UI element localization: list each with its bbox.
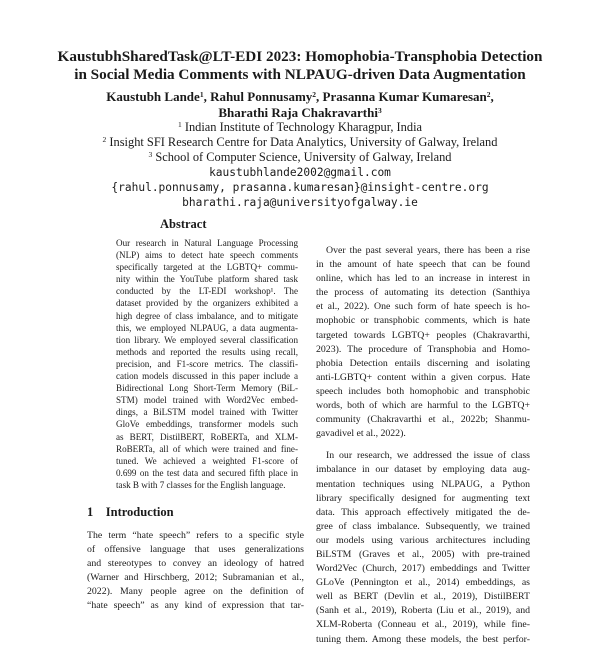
text-line: GloVe embeddings, transformer models such (116, 419, 298, 430)
text-line: Our research in Natural Language Processing (116, 238, 298, 248)
section-number: 1 (87, 505, 94, 519)
affiliation (40, 135, 560, 149)
affiliation-marker: 3 (148, 150, 153, 159)
text-line: anti-LGBTQ+ content within a given corpus. Hate (316, 371, 530, 383)
paper-title-line-1: KaustubhSharedTask@LT-EDI 2023: Homophobia-Transphobia Detection (57, 48, 543, 65)
text-line: words, both of which are harmful to the LGBTQ+ (316, 400, 530, 412)
author-affiliation-marker: 2 (312, 90, 317, 99)
email-address: kaustubhlande2002@gmail.com (209, 166, 391, 179)
introduction-body (87, 529, 304, 614)
abstract-heading: Abstract (160, 217, 207, 231)
text-line: dataset provided by the organizers exhibited a (116, 298, 298, 309)
text-line: Word2Vec (Church, 2017) embeddings and Twitter (316, 563, 530, 575)
text-line: dings, a BiLSTM model trained with Twitter (116, 407, 298, 418)
text-line: mentation techniques using NLPAUG, a Python (316, 478, 530, 490)
affiliation-marker: 1 (177, 120, 182, 129)
text-line: et al., 2022). One such form of hate speech is ho- (316, 301, 530, 313)
author-affiliation-marker: 1 (199, 90, 204, 99)
text-line: “hate speech” as any kind of expression that tar- (87, 600, 304, 612)
text-line: well as BERT (Devlin et al., 2019), DistilBERT (316, 591, 530, 603)
author-name: Prasanna Kumar Kumaresan (322, 89, 487, 104)
affiliation-text: School of Computer Science, University of Galway, Ireland (155, 150, 452, 164)
text-line: of offensive language that uses generalizations (87, 544, 304, 556)
text-line: community (Chakravarthi et al., 2022b; Shanmu- (316, 414, 530, 426)
affiliation-text: Indian Institute of Technology Kharagpur, India (184, 120, 423, 134)
text-line: methods and reported the results using recall, (116, 346, 298, 357)
text-line: imbalance in our dataset by employing data aug- (316, 464, 530, 476)
text-line: (Warner and Hirschberg, 2012; Subramanian et al., (87, 572, 304, 584)
text-line: and stereotypes to convey an ideology of hatred (87, 558, 304, 570)
affiliation (40, 120, 560, 134)
paper-title-line-2: in Social Media Comments with NLPAUG-driven Data Augmentation (74, 66, 526, 83)
text-line: high degree of class imbalance, and to mitigate (116, 310, 298, 321)
paragraph-1 (316, 244, 530, 441)
email-address: bharathi.raja@universityofgalway.ie (182, 196, 418, 209)
text-line: our models using various architectures including (316, 534, 530, 546)
text-line: The term “hate speech” refers to a specific style (87, 530, 304, 541)
text-line: mophobic or transphobic comments, which is hate (316, 315, 530, 327)
text-line: specifically targeted at the LGBTQ+ commu- (116, 262, 298, 273)
text-line: precision, and F1-score metrics. The classifi- (116, 358, 298, 369)
text-line: in the amount of hate speech that can be found (316, 259, 530, 271)
section-title: Introduction (105, 505, 174, 519)
text-line: task B with 7 classes for the English language. (116, 479, 286, 490)
text-line: STM) model trained with Word2Vec embed- (116, 395, 298, 406)
text-line: 2022). Many people agree on the definition of (87, 586, 304, 598)
text-line: Bidirectional Long Short-Term Memory (BiL- (116, 383, 298, 394)
text-line: as BERT, DistilBERT, RoBERTa, and XLM- (116, 431, 298, 442)
text-line: BiLSTM (Graves et al., 2005) with pre-trained (316, 548, 530, 560)
text-line: tuning them. Among these models, the best perfor- (316, 633, 530, 645)
email-address: {rahul.ponnusamy, prasanna.kumaresan}@insight-centre.org (111, 181, 489, 194)
author-name: Rahul Ponnusamy (210, 89, 313, 104)
text-line: conducted by the LT-EDI workshop¹. The (116, 286, 298, 297)
text-line: data. This approach effectively mitigated the de- (316, 506, 530, 518)
text-line: library specifically designed for augmenting text (316, 492, 530, 504)
text-line: (Sanh et al., 2019), Roberta (Liu et al., 2019), and (316, 605, 530, 617)
text-line: tion library. We employed several classification (116, 334, 298, 345)
affiliation-text: Insight SFI Research Centre for Data Analytics, University of Galway, Ireland (109, 135, 498, 149)
author-affiliation-marker: 3 (377, 106, 382, 115)
text-line: phobia Detection entails discerning and isolating (316, 357, 530, 369)
author-name: Kaustubh Lande (106, 89, 200, 104)
text-line: nity within the YouTube platform shared task (116, 274, 298, 285)
text-line: 2023). The procedure of Transphobia and Homo- (316, 343, 530, 355)
text-line: online, which has led to an increase in interest in (316, 273, 530, 285)
text-line: gavadivel et al., 2022). (316, 428, 406, 440)
text-line: targeted towards LGBTQ+ peoples (Chakravarthi, (316, 329, 530, 341)
abstract-body (116, 237, 298, 491)
text-line: (NLP) aims to detect hate speech comments (116, 250, 298, 261)
text-line: In our research, we addressed the issue of class (326, 450, 530, 462)
affiliation-marker: 2 (102, 135, 107, 144)
text-line: Over the past several years, there has been a rise (326, 245, 530, 256)
text-line: cation models discussed in this paper include a (116, 371, 298, 382)
text-line: this, we employed NLPAUG, a data augmenta- (116, 322, 298, 333)
author-affiliation-marker: 2 (486, 90, 491, 99)
text-line: GLoVe (Pennington et al., 2014) embeddings, as (316, 577, 530, 589)
text-line: XLM-Roberta (Conneau et al., 2019), while fine- (316, 619, 530, 631)
author-list: Kaustubh Lande$^1$, Rahul Ponnusamy$^2$, Prasanna Kumar Kumaresan$^2$, (106, 89, 494, 104)
author-name: Bharathi Raja Chakravarthi (218, 105, 378, 120)
author-list-continued (40, 105, 560, 120)
section-heading-introduction (87, 505, 174, 520)
text-line: gree of class imbalance. Subsequently, we trained (316, 520, 530, 532)
text-line: RoBERTa, all of which were trained and fine- (116, 443, 298, 454)
right-column-body (316, 244, 530, 647)
text-line: tuned. We achieved a weighted F1-score of (116, 455, 298, 466)
text-line: the process of automating its detection (Santhiya (316, 287, 530, 299)
affiliation (40, 150, 560, 164)
paragraph-2 (316, 449, 530, 646)
text-line: 0.699 on the test data and secured fifth place in (116, 467, 298, 478)
text-line: speech includes both homophobic and transphobic (316, 385, 530, 397)
